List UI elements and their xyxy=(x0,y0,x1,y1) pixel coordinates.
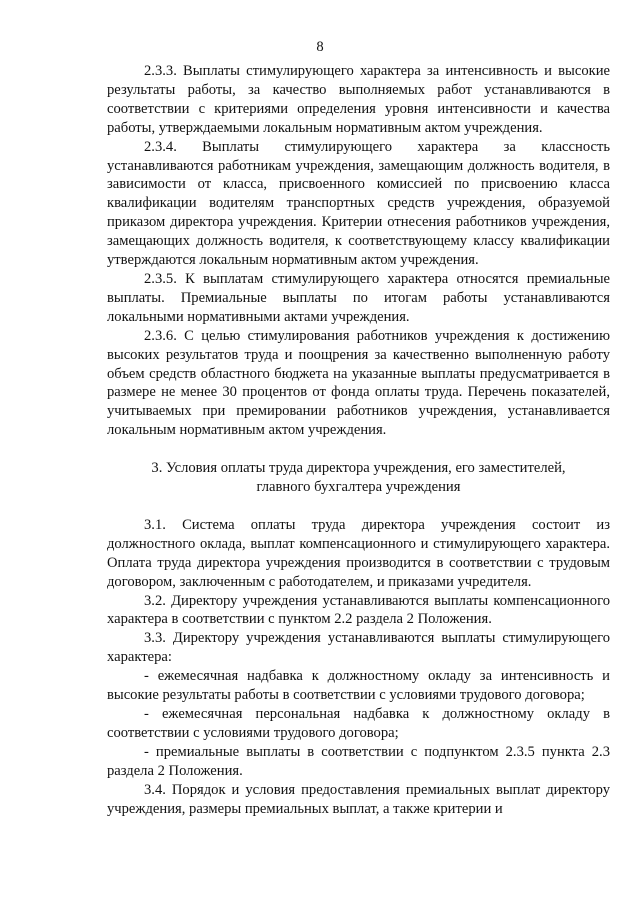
paragraph-3-2: 3.2. Директору учреждения устанавливаются выплаты компенсационного характера в соответствии с пунктом 2.2 раздела 2 Положения. xyxy=(107,592,610,628)
list-item-personal-bonus: - ежемесячная персональная надбавка к должностному окладу в соответствии с условиями трудового договора; xyxy=(107,706,610,741)
paragraph-3-3: 3.3. Директору учреждения устанавливаются выплаты стимулирующего характера: xyxy=(107,630,610,666)
section-heading-line-2: главного бухгалтера учреждения xyxy=(256,479,461,496)
document-body xyxy=(107,62,610,818)
section-heading-line-1: 3. Условия оплаты труда директора учреждения, его заместителей, xyxy=(151,460,566,477)
paragraph-2-3-5: 2.3.5. К выплатам стимулирующего характера относятся премиальные выплаты. Премиальные выплаты по итогам работы устанавливаются локальными нормативными актами учреждения. xyxy=(107,270,610,325)
list-item-premium-payments: - премиальные выплаты в соответствии с подпунктом 2.3.5 пункта 2.3 раздела 2 Положения. xyxy=(107,743,610,779)
paragraph-3-1: 3.1. Система оплаты труда директора учреждения состоит из должностного оклада, выплат компенсационного и стимулирующего характера. Оплата труда директора учреждения производится в соответствии с трудовым договором, заключенным с работодателем, и приказами учредителя. xyxy=(107,516,610,590)
page-number: 8 xyxy=(316,39,324,55)
paragraph-3-4: 3.4. Порядок и условия предоставления премиальных выплат директору учреждения, размеры премиальных выплат, а также критерии и xyxy=(107,781,610,817)
paragraph-2-3-3: 2.3.3. Выплаты стимулирующего характера за интенсивность и высокие результаты работы, за качество выполняемых работ устанавливаются в соответствии с критериями определения уровня интенсивности и качества работы, утверждаемыми локальным нормативным актом учреждения. xyxy=(107,63,610,136)
section-3-heading xyxy=(107,459,610,497)
paragraph-2-3-4: 2.3.4. Выплаты стимулирующего характера за классность устанавливаются работникам учреждения, замещающим должность водителя, в зависимости от класса, присвоенного комиссией по присвоению класса квалификации водителям транспортных средств учреждения, образуемой приказом директора учреждения. Критерии отнесения работников учреждения, замещающих должность водителя, к соответствующему классу квалификации утверждаются локальным нормативным актом учреждения. xyxy=(107,138,610,269)
paragraph-2-3-6: 2.3.6. С целью стимулирования работников учреждения к достижению высоких результатов труда и поощрения за качественно выполненную работу объем средств областного бюджета на указанные выплаты предусматривается в размере не менее 30 процентов от фонда оплаты труда. Перечень показателей, учитываемых при премировании работников учреждения, устанавливается локальным нормативным актом учреждения. xyxy=(107,327,610,439)
list-item-monthly-bonus: - ежемесячная надбавка к должностному окладу за интенсивность и высокие результаты работы в соответствии с условиями трудового договора; xyxy=(107,668,610,704)
